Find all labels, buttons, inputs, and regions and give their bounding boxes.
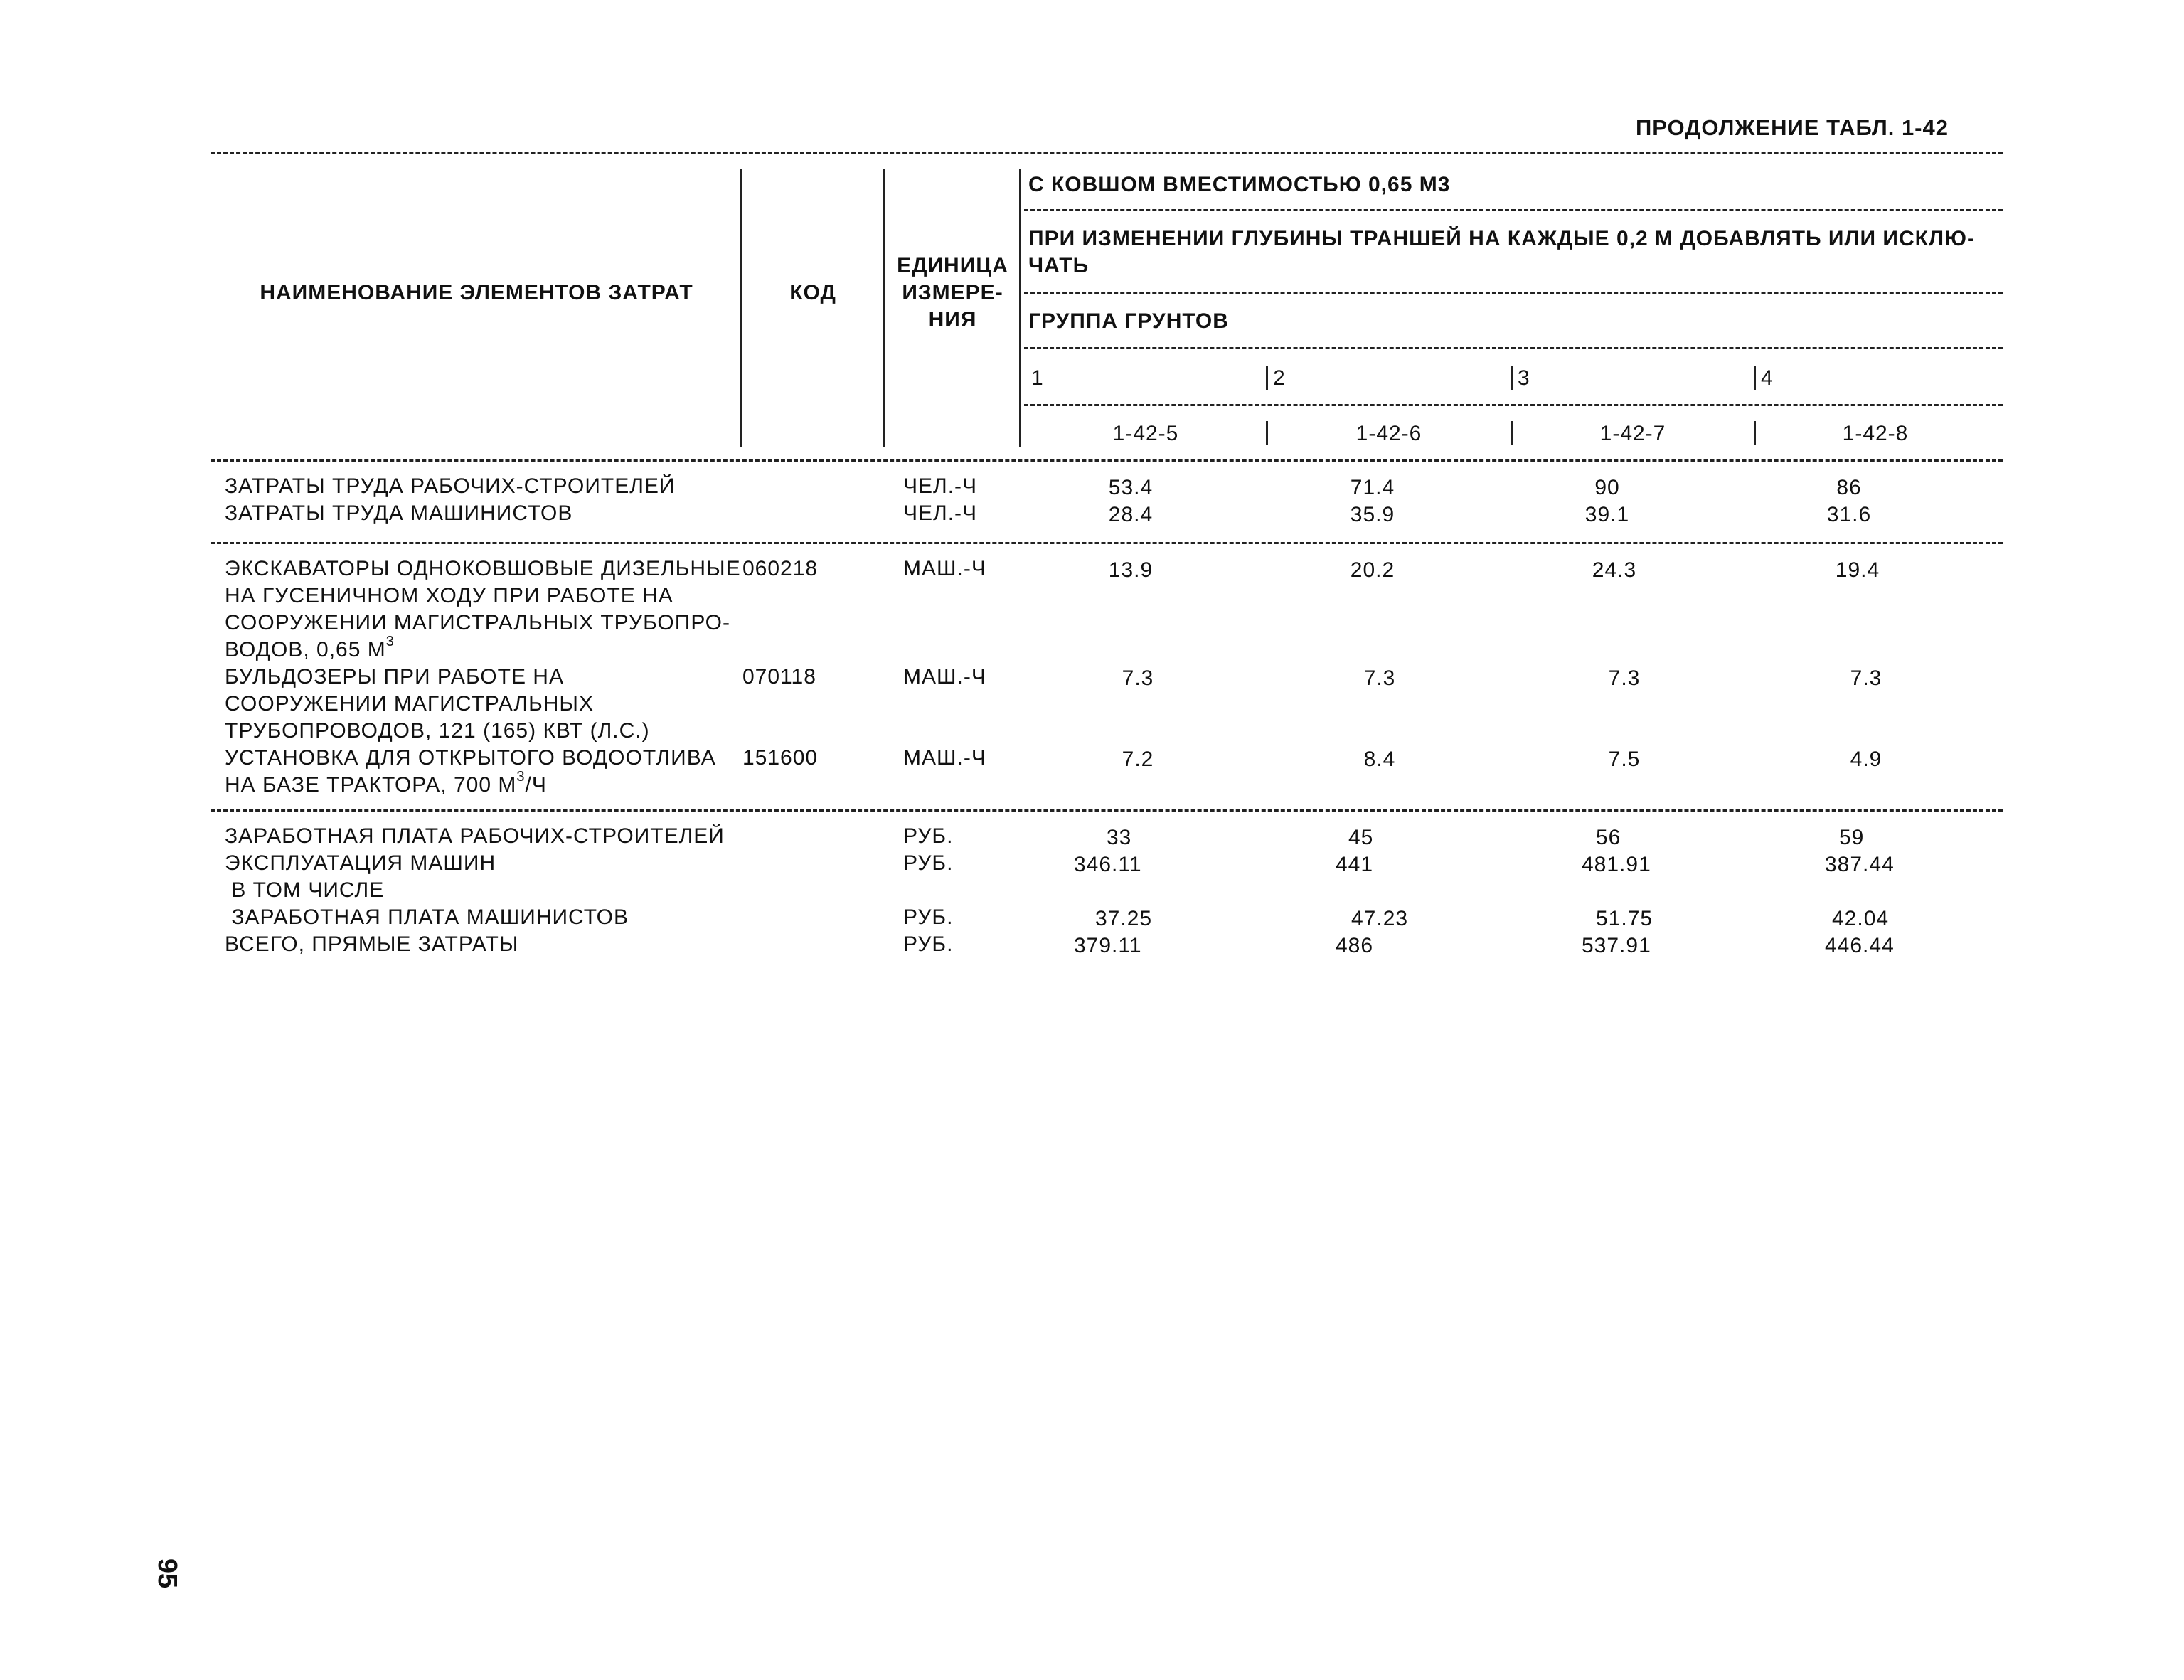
- labor-value-1-4: 86: [1836, 476, 1862, 499]
- cost-value-2-2: 441: [1336, 853, 1374, 876]
- cost-value-1-1: 33: [1107, 826, 1132, 849]
- table-caption: ПРОДОЛЖЕНИЕ ТАБЛ. 1-42: [1636, 115, 1949, 140]
- machine-3-value-1: 7.2: [1122, 748, 1154, 771]
- machine-1-code: 060218: [742, 557, 819, 580]
- code-divider-3: [1511, 421, 1513, 445]
- machine-1-unit: МАШ.-Ч: [903, 557, 986, 580]
- cost-name-2: ЭКСПЛУАТАЦИЯ МАШИН: [225, 851, 496, 875]
- labor-value-1-3: 90: [1594, 476, 1620, 499]
- header-unit-2: ИЗМЕРЕ-: [902, 281, 1003, 304]
- machine-2-line-2: СООРУЖЕНИИ МАГИСТРАЛЬНЫХ: [225, 692, 594, 716]
- rule-after-labor: [211, 542, 2003, 544]
- labor-unit-2: ЧЕЛ.-Ч: [903, 501, 978, 525]
- group-4: 4: [1761, 366, 1774, 390]
- machine-1-line-4: [225, 634, 395, 663]
- cost-unit-1: РУБ.: [903, 824, 954, 848]
- cost-value-1-3: 56: [1596, 826, 1621, 849]
- cost-unit-5: РУБ.: [903, 932, 954, 956]
- machine-3-line-1: УСТАНОВКА ДЛЯ ОТКРЫТОГО ВОДООТЛИВА: [225, 746, 716, 770]
- machine-3-line-2-text: НА БАЗЕ ТРАКТОРА, 700 М: [225, 773, 517, 797]
- header-divider-code: [883, 169, 885, 447]
- cost-value-5-1: 379.11: [1074, 934, 1142, 957]
- cost-value-2-4: 387.44: [1825, 853, 1895, 876]
- machine-2-unit: МАШ.-Ч: [903, 665, 986, 689]
- header-rule-3: [1024, 347, 2003, 349]
- machine-3-value-4: 4.9: [1850, 748, 1882, 771]
- group-1: 1: [1031, 366, 1044, 390]
- cost-value-5-2: 486: [1336, 934, 1374, 957]
- norm-code-3: 1-42-7: [1599, 422, 1666, 445]
- machine-1-line-4-text: ВОДОВ, 0,65 М: [225, 638, 386, 661]
- header-rule-2: [1024, 292, 2003, 294]
- header-bucket: С КОВШОМ ВМЕСТИМОСТЬЮ 0,65 М3: [1028, 173, 1451, 196]
- labor-name-1: ЗАТРАТЫ ТРУДА РАБОЧИХ-СТРОИТЕЛЕЙ: [225, 474, 676, 498]
- page-number: 95: [152, 1558, 182, 1589]
- machine-3-value-3: 7.5: [1608, 748, 1641, 771]
- header-unit-1: ЕДИНИЦА: [897, 254, 1008, 277]
- cost-value-1-2: 45: [1348, 826, 1374, 849]
- group-3: 3: [1518, 366, 1530, 390]
- cost-value-4-1: 37.25: [1095, 907, 1153, 930]
- labor-value-1-1: 53.4: [1108, 476, 1154, 499]
- machine-1-sup: 3: [385, 634, 395, 649]
- machine-3-tail: /Ч: [525, 773, 547, 797]
- labor-value-2-2: 35.9: [1350, 503, 1395, 526]
- group-divider-2: [1266, 366, 1268, 390]
- header-divider-unit: [1019, 169, 1021, 447]
- machine-2-value-3: 7.3: [1608, 666, 1641, 690]
- labor-value-2-1: 28.4: [1108, 503, 1154, 526]
- norm-code-2: 1-42-6: [1355, 422, 1422, 445]
- machine-3-unit: МАШ.-Ч: [903, 746, 986, 770]
- machine-2-value-4: 7.3: [1850, 666, 1882, 690]
- machine-1-value-1: 13.9: [1108, 558, 1154, 582]
- header-unit-3: НИЯ: [928, 308, 977, 331]
- cost-name-4: ЗАРАБОТНАЯ ПЛАТА МАШИНИСТОВ: [225, 905, 629, 929]
- cost-name-1: ЗАРАБОТНАЯ ПЛАТА РАБОЧИХ-СТРОИТЕЛЕЙ: [225, 824, 725, 848]
- cost-value-4-3: 51.75: [1596, 907, 1653, 930]
- cost-unit-2: РУБ.: [903, 851, 954, 875]
- labor-value-2-4: 31.6: [1826, 503, 1872, 526]
- cost-value-4-4: 42.04: [1832, 907, 1890, 930]
- machine-1-line-3: СООРУЖЕНИИ МАГИСТРАЛЬНЫХ ТРУБОПРО-: [225, 611, 730, 634]
- machine-2-code: 070118: [742, 665, 816, 689]
- group-divider-4: [1754, 366, 1756, 390]
- machine-2-value-1: 7.3: [1122, 666, 1154, 690]
- cost-value-2-3: 481.91: [1582, 853, 1651, 876]
- cost-value-1-4: 59: [1839, 826, 1865, 849]
- norm-code-4: 1-42-8: [1842, 422, 1909, 445]
- rule-header-bottom: [211, 459, 2003, 462]
- group-divider-3: [1511, 366, 1513, 390]
- cost-name-3: В ТОМ ЧИСЛЕ: [225, 878, 385, 902]
- cost-value-4-2: 47.23: [1351, 907, 1409, 930]
- machine-2-line-3: ТРУБОПРОВОДОВ, 121 (165) КВТ (Л.С.): [225, 719, 650, 743]
- header-depth-2: ЧАТЬ: [1028, 254, 1090, 277]
- code-divider-4: [1754, 421, 1756, 445]
- header-code: КОД: [789, 281, 836, 304]
- labor-value-2-3: 39.1: [1584, 503, 1630, 526]
- machine-3-line-2: [225, 769, 547, 798]
- cost-unit-4: РУБ.: [903, 905, 954, 929]
- machine-3-value-2: 8.4: [1363, 748, 1396, 771]
- machine-1-line-1: ЭКСКАВАТОРЫ ОДНОКОВШОВЫЕ ДИЗЕЛЬНЫЕ: [225, 557, 741, 580]
- labor-value-1-2: 71.4: [1350, 476, 1395, 499]
- header-depth-1: ПРИ ИЗМЕНЕНИИ ГЛУБИНЫ ТРАНШЕЙ НА КАЖДЫЕ 0,2 М ДОБАВЛЯТЬ ИЛИ ИСКЛЮ-: [1028, 227, 1975, 250]
- rule-top: [211, 152, 2003, 154]
- machine-1-line-2: НА ГУСЕНИЧНОМ ХОДУ ПРИ РАБОТЕ НА: [225, 584, 673, 607]
- machine-3-code: 151600: [742, 746, 819, 770]
- machine-1-value-3: 24.3: [1592, 558, 1637, 582]
- labor-name-2: ЗАТРАТЫ ТРУДА МАШИНИСТОВ: [225, 501, 573, 525]
- norm-code-1: 1-42-5: [1112, 422, 1179, 445]
- machine-1-value-4: 19.4: [1835, 558, 1880, 582]
- machine-3-sup: 3: [516, 769, 526, 785]
- labor-unit-1: ЧЕЛ.-Ч: [903, 474, 978, 498]
- header-rule-4: [1024, 404, 2003, 406]
- cost-value-5-3: 537.91: [1582, 934, 1651, 957]
- machine-2-line-1: БУЛЬДОЗЕРЫ ПРИ РАБОТЕ НА: [225, 665, 564, 689]
- header-soil-group: ГРУППА ГРУНТОВ: [1028, 309, 1229, 333]
- machine-2-value-2: 7.3: [1363, 666, 1396, 690]
- header-divider-name: [740, 169, 742, 447]
- group-2: 2: [1273, 366, 1286, 390]
- code-divider-2: [1266, 421, 1268, 445]
- cost-value-2-1: 346.11: [1074, 853, 1142, 876]
- cost-value-5-4: 446.44: [1825, 934, 1895, 957]
- header-name: НАИМЕНОВАНИЕ ЭЛЕМЕНТОВ ЗАТРАТ: [260, 281, 693, 304]
- machine-1-value-2: 20.2: [1350, 558, 1395, 582]
- header-rule-1: [1024, 209, 2003, 211]
- cost-name-5: ВСЕГО, ПРЯМЫЕ ЗАТРАТЫ: [225, 932, 519, 956]
- rule-after-machines: [211, 809, 2003, 812]
